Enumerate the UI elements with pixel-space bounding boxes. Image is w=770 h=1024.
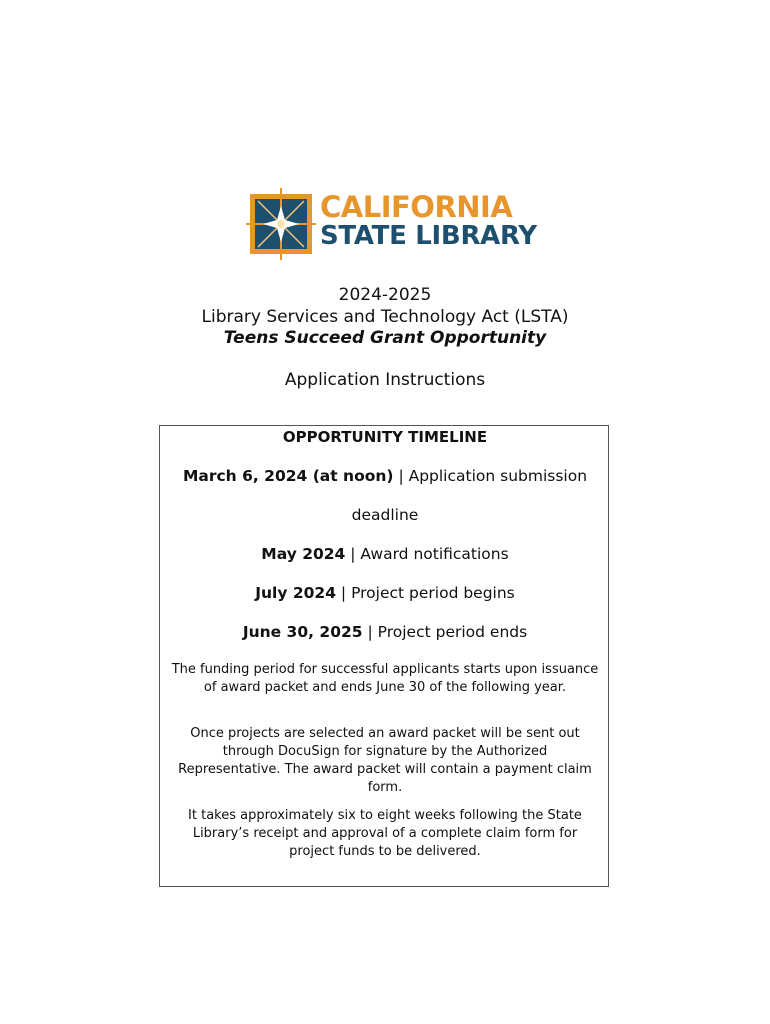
star-emblem-icon xyxy=(246,186,316,262)
funding-period-paragraph: The funding period for successful applicants starts upon issuance of award packet and ends June 30 of the following year. xyxy=(171,662,599,695)
timeline-desc: Award notifications xyxy=(360,545,509,563)
timeline-separator: | xyxy=(393,467,409,485)
fiscal-years: 2024-2025 xyxy=(338,285,432,305)
timeline-separator: | xyxy=(336,584,352,602)
timeline-date: March 6, 2024 (at noon) xyxy=(182,467,394,485)
grant-title: Teens Succeed Grant Opportunity xyxy=(223,328,547,348)
timeline-desc-continued: deadline xyxy=(351,506,419,524)
act-title: Library Services and Technology Act (LSTA) xyxy=(201,307,569,327)
timeline-desc: Project period ends xyxy=(377,623,528,641)
claim-processing-paragraph: It takes approximately six to eight weeks following the State Library’s receipt and approval of a complete claim form for project funds to be delivered. xyxy=(188,808,582,859)
timeline-item xyxy=(0,544,770,564)
timeline-desc: Project period begins xyxy=(351,584,515,602)
timeline-item xyxy=(0,622,770,642)
timeline-desc: Application submission xyxy=(408,467,588,485)
timeline-date: June 30, 2025 xyxy=(242,623,363,641)
timeline-title: OPPORTUNITY TIMELINE xyxy=(282,428,488,446)
timeline-separator: | xyxy=(362,623,378,641)
california-state-library-logo xyxy=(246,186,536,262)
timeline-date: May 2024 xyxy=(261,545,346,563)
logo-text-california: CALIFORNIA xyxy=(320,190,513,224)
logo-text-state-library: STATE LIBRARY xyxy=(320,221,537,251)
timeline-date: July 2024 xyxy=(255,584,336,602)
timeline-item xyxy=(0,583,770,603)
timeline-separator: | xyxy=(345,545,361,563)
award-packet-paragraph: Once projects are selected an award packet will be sent out through DocuSign for signature by the Authorized Representative. The award packet will contain a payment claim form. xyxy=(178,726,592,795)
timeline-item xyxy=(0,466,770,486)
document-subtitle: Application Instructions xyxy=(284,370,486,390)
